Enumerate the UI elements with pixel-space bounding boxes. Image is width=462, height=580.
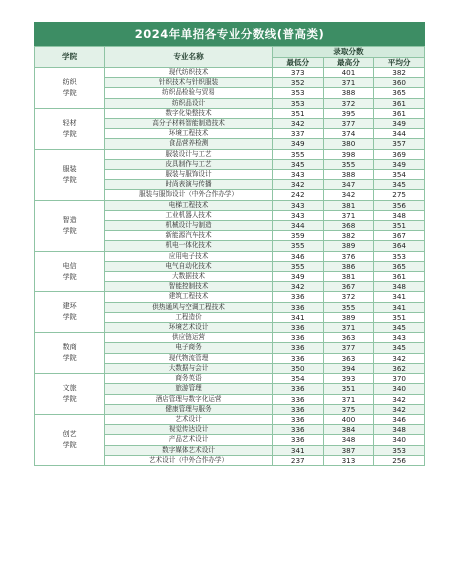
major-name: 酒店管理与数字化运营 (105, 394, 273, 404)
table-row (35, 200, 425, 210)
major-name: 纺织品设计 (105, 98, 273, 108)
college-name: 电信 学院 (35, 251, 105, 292)
avg-score: 343 (374, 333, 425, 343)
max-score: 387 (323, 445, 374, 455)
min-score: 242 (272, 190, 323, 200)
min-score: 336 (272, 353, 323, 363)
max-score: 384 (323, 425, 374, 435)
max-score: 368 (323, 221, 374, 231)
max-score: 381 (323, 272, 374, 282)
min-score: 336 (272, 323, 323, 333)
table-body (35, 68, 425, 466)
min-score: 349 (272, 272, 323, 282)
min-score: 373 (272, 68, 323, 78)
college-name: 纺织 学院 (35, 68, 105, 109)
avg-score: 341 (374, 302, 425, 312)
max-score: 401 (323, 68, 374, 78)
table-row (35, 68, 425, 78)
avg-score: 365 (374, 88, 425, 98)
max-score: 371 (323, 210, 374, 220)
avg-score: 344 (374, 129, 425, 139)
major-name: 视觉传达设计 (105, 425, 273, 435)
max-score: 348 (323, 435, 374, 445)
min-score: 336 (272, 435, 323, 445)
major-name: 环境艺术设计 (105, 323, 273, 333)
max-score: 380 (323, 139, 374, 149)
avg-score: 370 (374, 374, 425, 384)
min-score: 336 (272, 404, 323, 414)
max-score: 377 (323, 343, 374, 353)
max-score: 363 (323, 333, 374, 343)
major-name: 数字化染整技术 (105, 108, 273, 118)
avg-score: 345 (374, 343, 425, 353)
min-score: 341 (272, 312, 323, 322)
min-score: 336 (272, 292, 323, 302)
major-name: 食品营养检测 (105, 139, 273, 149)
header-major: 专业名称 (105, 47, 273, 68)
table-row (35, 251, 425, 261)
max-score: 395 (323, 108, 374, 118)
avg-score: 342 (374, 404, 425, 414)
major-name: 电子商务 (105, 343, 273, 353)
avg-score: 351 (374, 312, 425, 322)
avg-score: 364 (374, 241, 425, 251)
avg-score: 361 (374, 98, 425, 108)
min-score: 336 (272, 302, 323, 312)
score-sheet (34, 22, 425, 466)
major-name: 数字媒体艺术设计 (105, 445, 273, 455)
avg-score: 275 (374, 190, 425, 200)
min-score: 353 (272, 98, 323, 108)
avg-score: 354 (374, 170, 425, 180)
max-score: 355 (323, 302, 374, 312)
avg-score: 256 (374, 455, 425, 465)
major-name: 建筑工程技术 (105, 292, 273, 302)
table-row (35, 414, 425, 424)
major-name: 纺织品检验与贸易 (105, 88, 273, 98)
major-name: 旅游管理 (105, 384, 273, 394)
max-score: 371 (323, 323, 374, 333)
avg-score: 342 (374, 353, 425, 363)
min-score: 353 (272, 88, 323, 98)
major-name: 商务英语 (105, 374, 273, 384)
min-score: 349 (272, 139, 323, 149)
major-name: 大数据技术 (105, 272, 273, 282)
max-score: 382 (323, 231, 374, 241)
avg-score: 360 (374, 78, 425, 88)
major-name: 供应链运营 (105, 333, 273, 343)
avg-score: 356 (374, 200, 425, 210)
college-name: 建环 学院 (35, 292, 105, 333)
max-score: 371 (323, 78, 374, 88)
max-score: 363 (323, 353, 374, 363)
max-score: 367 (323, 282, 374, 292)
sheet-title: 2024年单招各专业分数线(普高类) (34, 22, 425, 46)
header-score-group: 录取分数 (272, 47, 424, 58)
college-name: 智造 学院 (35, 200, 105, 251)
max-score: 342 (323, 190, 374, 200)
avg-score: 357 (374, 139, 425, 149)
max-score: 400 (323, 414, 374, 424)
college-name: 轻材 学院 (35, 108, 105, 149)
header-max: 最高分 (323, 58, 374, 68)
max-score: 372 (323, 292, 374, 302)
avg-score: 345 (374, 180, 425, 190)
min-score: 343 (272, 200, 323, 210)
min-score: 345 (272, 159, 323, 169)
major-name: 服装与服饰设计（中外合作办学） (105, 190, 273, 200)
header-college: 学院 (35, 47, 105, 68)
max-score: 388 (323, 170, 374, 180)
major-name: 大数据与会计 (105, 363, 273, 373)
major-name: 服装与服饰设计 (105, 170, 273, 180)
max-score: 389 (323, 241, 374, 251)
avg-score: 348 (374, 210, 425, 220)
min-score: 336 (272, 414, 323, 424)
min-score: 355 (272, 149, 323, 159)
min-score: 336 (272, 343, 323, 353)
max-score: 386 (323, 261, 374, 271)
min-score: 337 (272, 129, 323, 139)
min-score: 336 (272, 425, 323, 435)
major-name: 机电一体化技术 (105, 241, 273, 251)
avg-score: 362 (374, 363, 425, 373)
max-score: 313 (323, 455, 374, 465)
major-name: 电梯工程技术 (105, 200, 273, 210)
major-name: 工业机器人技术 (105, 210, 273, 220)
table-row (35, 374, 425, 384)
avg-score: 353 (374, 251, 425, 261)
min-score: 344 (272, 221, 323, 231)
major-name: 时尚表演与传播 (105, 180, 273, 190)
min-score: 343 (272, 170, 323, 180)
college-name: 数商 学院 (35, 333, 105, 374)
avg-score: 341 (374, 292, 425, 302)
major-name: 工程造价 (105, 312, 273, 322)
min-score: 354 (272, 374, 323, 384)
max-score: 351 (323, 384, 374, 394)
major-name: 艺术设计 (105, 414, 273, 424)
major-name: 应用电子技术 (105, 251, 273, 261)
min-score: 346 (272, 251, 323, 261)
max-score: 389 (323, 312, 374, 322)
avg-score: 340 (374, 435, 425, 445)
min-score: 351 (272, 108, 323, 118)
major-name: 服装设计与工艺 (105, 149, 273, 159)
max-score: 393 (323, 374, 374, 384)
avg-score: 342 (374, 394, 425, 404)
min-score: 359 (272, 231, 323, 241)
max-score: 374 (323, 129, 374, 139)
max-score: 347 (323, 180, 374, 190)
major-name: 现代物流管理 (105, 353, 273, 363)
major-name: 高分子材料智能制造技术 (105, 119, 273, 129)
min-score: 342 (272, 180, 323, 190)
avg-score: 365 (374, 261, 425, 271)
avg-score: 349 (374, 159, 425, 169)
table-row (35, 108, 425, 118)
avg-score: 340 (374, 384, 425, 394)
max-score: 377 (323, 119, 374, 129)
major-name: 皮具制作与工艺 (105, 159, 273, 169)
min-score: 336 (272, 384, 323, 394)
avg-score: 369 (374, 149, 425, 159)
college-name: 文旅 学院 (35, 374, 105, 415)
table-row (35, 149, 425, 159)
table-header (35, 47, 425, 68)
major-name: 智能控制技术 (105, 282, 273, 292)
min-score: 336 (272, 394, 323, 404)
table-row (35, 333, 425, 343)
max-score: 376 (323, 251, 374, 261)
max-score: 375 (323, 404, 374, 414)
avg-score: 382 (374, 68, 425, 78)
avg-score: 348 (374, 425, 425, 435)
major-name: 现代纺织技术 (105, 68, 273, 78)
major-name: 针织技术与针织服装 (105, 78, 273, 88)
min-score: 342 (272, 282, 323, 292)
avg-score: 351 (374, 221, 425, 231)
major-name: 产品艺术设计 (105, 435, 273, 445)
max-score: 371 (323, 394, 374, 404)
max-score: 381 (323, 200, 374, 210)
college-name: 创艺 学院 (35, 414, 105, 465)
min-score: 343 (272, 210, 323, 220)
major-name: 环境工程技术 (105, 129, 273, 139)
max-score: 398 (323, 149, 374, 159)
max-score: 394 (323, 363, 374, 373)
avg-score: 345 (374, 323, 425, 333)
major-name: 机械设计与制造 (105, 221, 273, 231)
min-score: 237 (272, 455, 323, 465)
major-name: 新能源汽车技术 (105, 231, 273, 241)
max-score: 372 (323, 98, 374, 108)
avg-score: 367 (374, 231, 425, 241)
avg-score: 361 (374, 272, 425, 282)
score-table (34, 46, 425, 466)
major-name: 供热通风与空调工程技术 (105, 302, 273, 312)
max-score: 355 (323, 159, 374, 169)
avg-score: 346 (374, 414, 425, 424)
header-min: 最低分 (272, 58, 323, 68)
avg-score: 349 (374, 119, 425, 129)
avg-score: 361 (374, 108, 425, 118)
min-score: 336 (272, 333, 323, 343)
min-score: 352 (272, 78, 323, 88)
min-score: 355 (272, 241, 323, 251)
table-row (35, 292, 425, 302)
major-name: 艺术设计（中外合作办学） (105, 455, 273, 465)
avg-score: 348 (374, 282, 425, 292)
min-score: 341 (272, 445, 323, 455)
major-name: 健康管理与服务 (105, 404, 273, 414)
header-avg: 平均分 (374, 58, 425, 68)
min-score: 342 (272, 119, 323, 129)
min-score: 350 (272, 363, 323, 373)
max-score: 388 (323, 88, 374, 98)
min-score: 355 (272, 261, 323, 271)
avg-score: 353 (374, 445, 425, 455)
college-name: 服装 学院 (35, 149, 105, 200)
major-name: 电气自动化技术 (105, 261, 273, 271)
